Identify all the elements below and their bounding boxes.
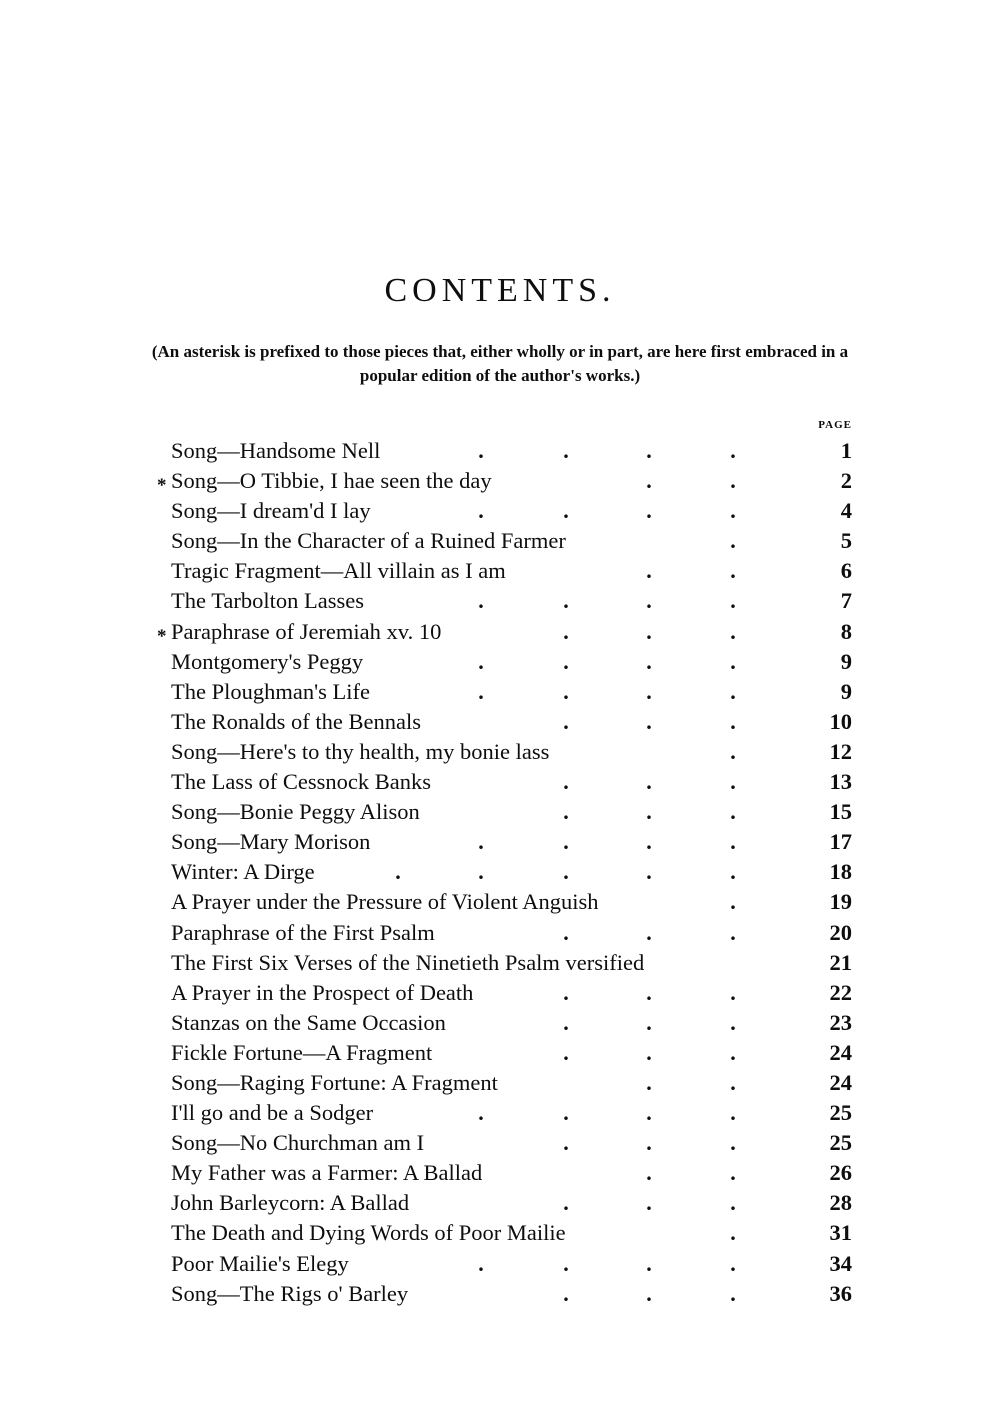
toc-entry-page: 2 [840,468,852,494]
leader-dot: . [730,1039,736,1065]
leader-dot: . [646,1069,652,1095]
toc-row [0,436,1000,466]
leader-dot: . [730,738,736,764]
leader-dot: . [563,588,569,614]
toc-entry-title: Song—Mary Morison [171,829,371,855]
toc-row [0,827,1000,857]
leader-dot: . [646,799,652,825]
leader-dot: . [563,1190,569,1216]
leader-dot: . [730,919,736,945]
leader-dot: . [646,1130,652,1156]
toc-row [0,737,1000,767]
leader-dot: . [563,919,569,945]
leader-dot: . [563,799,569,825]
leader-dot: . [563,498,569,524]
toc-entry-title: Song—Raging Fortune: A Fragment [171,1069,498,1095]
toc-entry-title: My Father was a Farmer: A Ballad [171,1160,483,1186]
toc-entry-title: Paraphrase of the First Psalm [171,919,435,945]
leader-dot: . [646,468,652,494]
leader-dot: . [563,648,569,674]
leader-dot: . [730,1220,736,1246]
leader-dot: . [730,708,736,734]
toc-entry-title: Song—Here's to thy health, my bonie lass [171,738,550,764]
leader-dot: . [646,829,652,855]
toc-row [0,1279,1000,1309]
leader-dot: . [730,979,736,1005]
toc-entry-page: 36 [829,1280,852,1306]
leader-dot: . [478,438,484,463]
toc-row [0,677,1000,707]
page-column-header: PAGE [818,419,852,431]
toc-entry-title: Song—Handsome Nell [171,438,381,463]
leader-dot: . [646,618,652,644]
toc-entry-title: The First Six Verses of the Ninetieth Psalm versified [171,949,645,975]
leader-dot: . [730,1250,736,1276]
leader-dot: . [478,648,484,674]
toc-row [0,797,1000,827]
leader-dot: . [563,708,569,734]
leader-dot: . [730,618,736,644]
leader-dot: . [563,1100,569,1126]
toc-entry-title: Song—The Rigs o' Barley [171,1280,409,1306]
leader-dot: . [730,1009,736,1035]
leader-dot: . [563,678,569,704]
toc-row [0,466,1000,496]
toc-entry-page: 1 [840,438,852,463]
toc-row [0,556,1000,586]
leader-dot: . [730,1160,736,1186]
leader-dot: . [646,678,652,704]
leader-dot: . [646,769,652,795]
toc-row [0,1098,1000,1128]
asterisk-marker: * [157,625,167,647]
toc-row [0,1068,1000,1098]
asterisk-marker: * [157,475,167,497]
leader-dot: . [730,1280,736,1306]
toc-entry-page: 34 [829,1250,852,1276]
leader-dot: . [646,859,652,885]
leader-dot: . [646,979,652,1005]
toc-row [0,948,1000,978]
leader-dot: . [646,1100,652,1126]
toc-entry-title: Fickle Fortune—A Fragment [171,1039,433,1065]
toc-entry-page: 23 [829,1009,852,1035]
leader-dot: . [646,1190,652,1216]
leader-dot: . [563,618,569,644]
toc-row [0,1218,1000,1248]
toc-entry-page: 19 [829,889,852,915]
toc-entry-page: 15 [829,799,852,825]
toc-entry-title: The Ploughman's Life [171,678,371,704]
toc-entry-page: 12 [829,738,852,764]
toc-entry-title: I'll go and be a Sodger [171,1100,374,1126]
toc-entry-page: 6 [840,558,852,584]
leader-dot: . [730,1190,736,1216]
page-title: CONTENTS. [384,272,616,309]
leader-dot: . [478,859,484,885]
toc-entry-page: 18 [829,859,852,885]
toc-entry-page: 8 [840,618,852,644]
leader-dot: . [730,678,736,704]
toc-entry-page: 26 [829,1160,852,1186]
toc-entry-page: 31 [829,1220,852,1246]
leader-dot: . [730,889,736,915]
toc-entry-page: 9 [840,648,852,674]
toc-row [0,586,1000,616]
toc-row [0,1158,1000,1188]
toc-entry-title: Paraphrase of Jeremiah xv. 10 [171,618,442,644]
toc-row [0,1188,1000,1218]
toc-entry-page: 25 [829,1130,852,1156]
toc-entry-title: A Prayer in the Prospect of Death [171,979,474,1005]
toc-row [0,857,1000,887]
toc-entry-page: 28 [829,1190,852,1216]
toc-row [0,767,1000,797]
contents-list [0,436,1000,1309]
toc-row [0,647,1000,677]
toc-entry-title: Tragic Fragment—All villain as I am [171,558,506,584]
toc-row [0,887,1000,917]
leader-dot: . [478,588,484,614]
leader-dot: . [730,1130,736,1156]
toc-entry-page: 24 [829,1039,852,1065]
leader-dot: . [478,498,484,524]
toc-entry-title: Song—No Churchman am I [171,1130,425,1156]
toc-entry-title: The Death and Dying Words of Poor Mailie [171,1220,566,1246]
leader-dot: . [563,769,569,795]
leader-dot: . [646,498,652,524]
leader-dot: . [730,829,736,855]
toc-entry-page: 13 [829,769,852,795]
leader-dot: . [730,438,736,463]
toc-row [0,1038,1000,1068]
leader-dot: . [730,468,736,494]
leader-dot: . [646,1280,652,1306]
leader-dot: . [730,588,736,614]
toc-entry-title: Stanzas on the Same Occasion [171,1009,446,1035]
toc-row [0,918,1000,948]
leader-dot: . [730,498,736,524]
toc-row [0,707,1000,737]
leader-dot: . [646,1250,652,1276]
leader-dot: . [563,979,569,1005]
toc-entry-page: 5 [840,528,852,554]
leader-dot: . [646,588,652,614]
leader-dot: . [478,829,484,855]
toc-entry-title: Poor Mailie's Elegy [171,1250,349,1276]
leader-dot: . [478,678,484,704]
toc-entry-page: 4 [840,498,852,524]
leader-dot: . [646,648,652,674]
leader-dot: . [646,558,652,584]
leader-dot: . [563,438,569,463]
leader-dot: . [646,1009,652,1035]
leader-dot: . [730,558,736,584]
toc-row [0,1128,1000,1158]
toc-entry-page: 24 [829,1069,852,1095]
leader-dot: . [478,1250,484,1276]
toc-entry-page: 10 [829,708,852,734]
leader-dot: . [563,1009,569,1035]
toc-entry-title: Winter: A Dirge [171,859,315,885]
leader-dot: . [646,438,652,463]
leader-dot: . [563,1039,569,1065]
toc-entry-title: Song—In the Character of a Ruined Farmer [171,528,566,554]
toc-entry-title: The Tarbolton Lasses [171,588,364,614]
leader-dot: . [646,919,652,945]
toc-row [0,496,1000,526]
leader-dot: . [730,528,736,554]
toc-entry-page: 21 [829,949,852,975]
leader-dot: . [730,648,736,674]
toc-entry-title: Montgomery's Peggy [171,648,364,674]
leader-dot: . [563,1130,569,1156]
toc-entry-title: The Ronalds of the Bennals [171,708,421,734]
asterisk-note: (An asterisk is prefixed to those pieces that, either wholly or in part, are here first embraced in a popular edition of the author's works.) [151,342,849,385]
leader-dot: . [646,1039,652,1065]
leader-dot: . [730,1069,736,1095]
leader-dot: . [563,859,569,885]
toc-entry-title: Song—Bonie Peggy Alison [171,799,420,825]
toc-entry-title: Song—O Tibbie, I hae seen the day [171,468,492,494]
leader-dot: . [730,799,736,825]
toc-entry-title: Song—I dream'd I lay [171,498,371,524]
leader-dot: . [646,708,652,734]
toc-entry-page: 25 [829,1100,852,1126]
toc-row [0,978,1000,1008]
toc-entry-title: The Lass of Cessnock Banks [171,769,431,795]
toc-row [0,1008,1000,1038]
leader-dot: . [478,1100,484,1126]
leader-dot: . [395,859,401,885]
leader-dot: . [730,769,736,795]
leader-dot: . [563,829,569,855]
toc-entry-page: 17 [829,829,852,855]
toc-entry-title: A Prayer under the Pressure of Violent Anguish [171,889,599,915]
toc-entry-page: 22 [829,979,852,1005]
toc-row [0,526,1000,556]
toc-row [0,617,1000,647]
toc-entry-page: 9 [840,678,852,704]
toc-entry-page: 7 [840,588,852,614]
toc-entry-title: John Barleycorn: A Ballad [171,1190,410,1216]
leader-dot: . [563,1280,569,1306]
leader-dot: . [646,1160,652,1186]
toc-entry-page: 20 [829,919,852,945]
toc-row [0,1249,1000,1279]
leader-dot: . [730,859,736,885]
leader-dot: . [730,1100,736,1126]
leader-dot: . [563,1250,569,1276]
